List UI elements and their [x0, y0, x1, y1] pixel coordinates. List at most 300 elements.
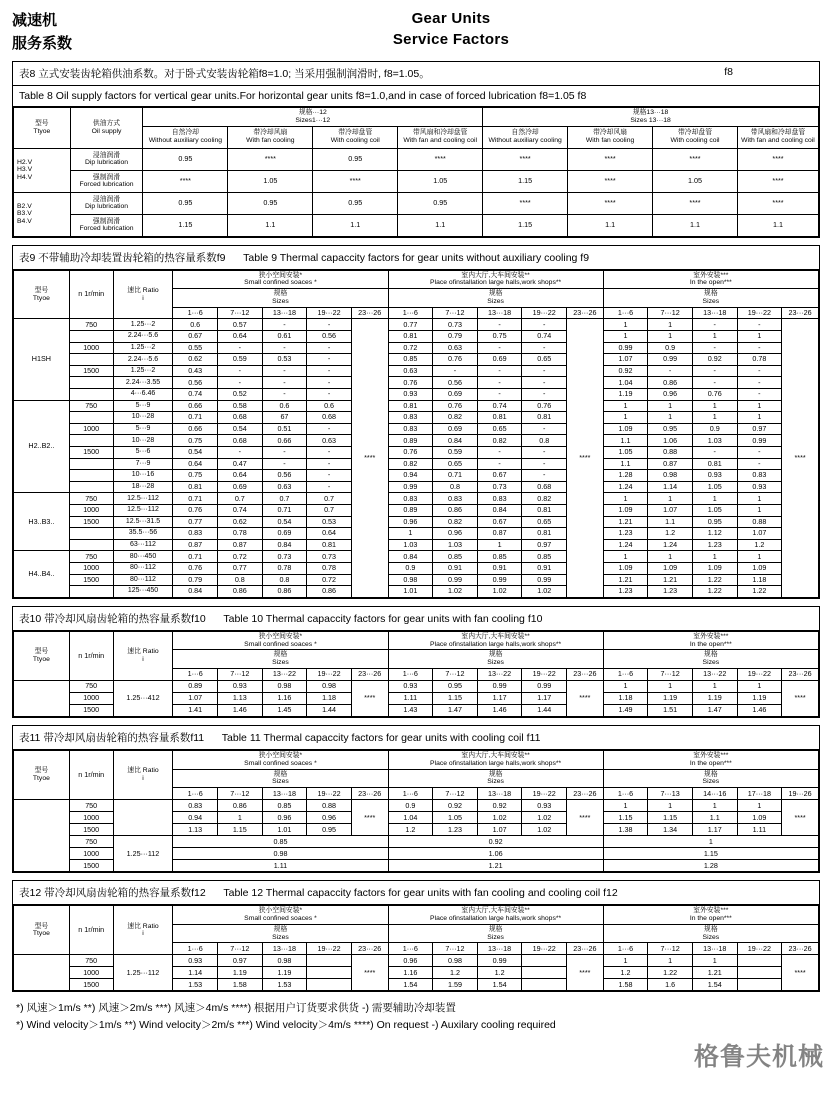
- table11-cell: 1.15: [218, 824, 263, 836]
- table12-cell: [522, 955, 567, 967]
- table9-group3-header: 室外安装*** In the open***: [603, 270, 818, 289]
- table9-dots-cell: ****: [782, 319, 819, 597]
- table9-cell: -: [307, 470, 352, 482]
- table10-cell: 0.98: [262, 680, 307, 692]
- table9-cell: 0.64: [218, 470, 263, 482]
- table8-cell: 1.1: [228, 214, 313, 236]
- table12-cell: 1: [692, 955, 737, 967]
- table9-n-cell: [69, 412, 113, 424]
- table8-col-header: 带冷却盘管 With cooling coil: [313, 126, 398, 148]
- table11-cell: 1.01: [262, 824, 307, 836]
- table10-cell: 0.95: [433, 680, 478, 692]
- table9-cell: 0.81: [307, 539, 352, 551]
- table9-cell: 0.91: [522, 562, 567, 574]
- table8-type-cell: B2.V B3.V B4.V: [14, 192, 71, 236]
- table12-size-col: 1···6: [603, 943, 648, 955]
- table-row: [14, 400, 819, 412]
- table9-cell: 0.84: [477, 504, 522, 516]
- table9-size-col: 7···12: [648, 307, 693, 319]
- table9-cell: 1.21: [648, 574, 693, 586]
- table11-cell: 1.06: [388, 848, 603, 860]
- table12-cell: 1.2: [433, 967, 478, 979]
- table9-cell: -: [692, 342, 737, 354]
- table9-size-col: 19···22: [307, 307, 352, 319]
- table8-oil-cell: 强制润滑 Forced lubrication: [70, 214, 143, 236]
- table8-cell: 1.15: [143, 214, 228, 236]
- table9-cell: 0.54: [262, 516, 307, 528]
- table9-cell: 1: [737, 412, 782, 424]
- table9-cell: 0.64: [307, 528, 352, 540]
- table10-cell: 0.98: [307, 680, 352, 692]
- table9-cell: 1.09: [692, 562, 737, 574]
- table12-type-cell: [14, 955, 70, 991]
- table10-size-col: 19···22: [522, 668, 567, 680]
- table8-cell: ****: [313, 170, 398, 192]
- table10-n-header: n 1r/min: [69, 631, 113, 680]
- table9-cell: 1.24: [603, 481, 648, 493]
- table9-cell: 1: [737, 504, 782, 516]
- table11-sizes-header: 规格 Sizes: [388, 769, 603, 788]
- table9-block: [12, 245, 820, 599]
- table12-cell: [307, 967, 352, 979]
- table9-cell: 1: [737, 331, 782, 343]
- table10-dots-cell: ****: [567, 680, 604, 716]
- table8-cell: ****: [737, 148, 818, 170]
- table9-size-col: 1···6: [388, 307, 433, 319]
- table11-ratio-cell: 1.25···112: [113, 836, 173, 872]
- table10-cell: 1: [648, 680, 693, 692]
- table9-cell: 0.7: [307, 493, 352, 505]
- table9-cell: -: [307, 423, 352, 435]
- table9-cell: 0.95: [648, 423, 693, 435]
- table9-cell: 0.81: [477, 412, 522, 424]
- table12-sizes-header: 规格 Sizes: [603, 924, 818, 943]
- table9-ratio-cell: 12.5···31.5: [113, 516, 173, 528]
- page-header: [12, 10, 820, 55]
- table10-cell: 1: [692, 680, 737, 692]
- table9-cell: 1.02: [433, 586, 478, 598]
- table8-type-cell: H2.V H3.V H4.V: [14, 148, 71, 192]
- table9-cell: 0.77: [173, 516, 218, 528]
- table9-cell: 0.86: [307, 586, 352, 598]
- table9-title-en: Table 9 Thermal capaccity factors for gear units without auxiliary cooling f9: [243, 251, 590, 264]
- table10-title: [13, 607, 819, 631]
- table9-cell: -: [262, 377, 307, 389]
- table9-cell: -: [307, 354, 352, 366]
- table10-dots-cell: ****: [351, 680, 388, 716]
- table9-cell: 1: [648, 551, 693, 563]
- table9-cell: -: [307, 481, 352, 493]
- table9-cell: 0.91: [433, 562, 478, 574]
- table9-cell: 0.84: [433, 435, 478, 447]
- table11-cell: 1.21: [388, 860, 603, 872]
- table9-cell: 0.63: [388, 365, 433, 377]
- table9-group2-header: 室内大厅,大车间安装** Place ofinstallation large halls,work shops**: [388, 270, 603, 289]
- table8-col-header: 带冷却盘管 With cooling coil: [653, 126, 738, 148]
- table9-ratio-cell: 125···450: [113, 586, 173, 598]
- table12-ratio-cell: 1.25···112: [113, 955, 173, 991]
- table9-cell: 1: [603, 412, 648, 424]
- table9-cell: 1.12: [692, 528, 737, 540]
- table9-cell: -: [522, 458, 567, 470]
- table9-cell: 0.99: [477, 574, 522, 586]
- table9-cell: 0.56: [262, 470, 307, 482]
- table12-cell: [522, 967, 567, 979]
- table12-group1-header: 狭小空间安装* Small confined soaces *: [173, 906, 388, 925]
- table8-cell: ****: [568, 170, 653, 192]
- table11-cell: 1.04: [388, 812, 433, 824]
- table12-n-cell: 1000: [69, 967, 113, 979]
- table9-cell: 0.88: [648, 447, 693, 459]
- table8-cell: 1.15: [483, 170, 568, 192]
- table9-cell: 0.85: [522, 551, 567, 563]
- table11-cell: 1: [648, 800, 693, 812]
- table9-cell: -: [307, 447, 352, 459]
- table11-cell: 1.13: [173, 824, 218, 836]
- table9-ratio-cell: 80···112: [113, 562, 173, 574]
- table9-cell: 0.52: [218, 389, 263, 401]
- table9-size-col: 13···18: [262, 307, 307, 319]
- table11-sizes-header: 规格 Sizes: [603, 769, 818, 788]
- table9-cell: 0.68: [307, 412, 352, 424]
- table12-n-cell: 750: [69, 955, 113, 967]
- table8-cell: ****: [398, 148, 483, 170]
- table12-size-col: 13···18: [692, 943, 737, 955]
- table11-cell: 0.98: [173, 848, 388, 860]
- table9-size-col: 1···6: [603, 307, 648, 319]
- table9-dots-cell: ****: [351, 319, 388, 597]
- table11-cell: 0.92: [477, 800, 522, 812]
- table9-size-col: 13···18: [692, 307, 737, 319]
- table12-cell: [522, 979, 567, 991]
- table9-n-cell: [69, 354, 113, 366]
- table-row: [14, 377, 819, 389]
- table10-cell: 1.44: [307, 704, 352, 716]
- table9-n-cell: [69, 389, 113, 401]
- table9-cell: 0.89: [388, 504, 433, 516]
- table9-cell: 0.57: [218, 319, 263, 331]
- table9-cell: 0.77: [388, 319, 433, 331]
- table9-cell: 0.8: [262, 574, 307, 586]
- table8-cell: 1.1: [653, 214, 738, 236]
- table-row: [14, 493, 819, 505]
- table10-cell: 1.11: [388, 692, 433, 704]
- table10-size-col: 1···6: [388, 668, 433, 680]
- table12-cell: 1.2: [477, 967, 522, 979]
- table9-cell: -: [477, 342, 522, 354]
- table10-cell: 1.43: [388, 704, 433, 716]
- table9-cell: 0.76: [522, 400, 567, 412]
- table9-n-cell: [69, 331, 113, 343]
- table9-n-cell: 750: [69, 493, 113, 505]
- table9-cell: 0.92: [603, 365, 648, 377]
- table11-cell: 1.02: [477, 812, 522, 824]
- table10-cell: 1.19: [737, 692, 782, 704]
- table9-size-col: 7···12: [433, 307, 478, 319]
- header-title-en1: Gear Units: [411, 10, 491, 27]
- table9-n-cell: [69, 539, 113, 551]
- table9-cell: 0.55: [173, 342, 218, 354]
- table11-title-en: Table 11 Thermal capaccity factors for gear units with cooling coil f11: [221, 731, 541, 744]
- table10-cell: 0.93: [388, 680, 433, 692]
- table9-cell: 0.85: [477, 551, 522, 563]
- table12-cell: 1.22: [648, 967, 693, 979]
- table8-cell: 1.05: [228, 170, 313, 192]
- table9-cell: 0.76: [692, 389, 737, 401]
- table9-cell: 0.53: [262, 354, 307, 366]
- table9-cell: 0.93: [388, 389, 433, 401]
- table9-cell: 0.86: [218, 586, 263, 598]
- table11-ratio-header: 速比 Ratio i: [113, 750, 173, 799]
- table9-cell: 1: [692, 551, 737, 563]
- table9-cell: 1.21: [603, 574, 648, 586]
- table9-ratio-cell: 5···6: [113, 447, 173, 459]
- table10-cell: 0.99: [477, 680, 522, 692]
- table9-n-cell: 1500: [69, 516, 113, 528]
- table9-cell: 1: [737, 400, 782, 412]
- table9-cell: 1.03: [433, 539, 478, 551]
- watermark: 格鲁夫机械: [693, 1043, 824, 1071]
- table10-cell: 1.46: [218, 704, 263, 716]
- table9-cell: 0.71: [433, 470, 478, 482]
- table8-cell: 0.95: [143, 192, 228, 214]
- table11-cell: 1.2: [388, 824, 433, 836]
- table8-cell: ****: [483, 148, 568, 170]
- footnote-cn: *) 风速＞1m/s **) 风速＞2m/s ***) 风速＞4m/s ****) 根据用户订货要求供货 -) 需要辅助冷却装置: [16, 1002, 456, 1015]
- table9-cell: 0.85: [433, 551, 478, 563]
- table9-ratio-cell: 35.5···56: [113, 528, 173, 540]
- table9-cell: 0.8: [522, 435, 567, 447]
- table9-cell: 0.72: [307, 574, 352, 586]
- table9-n-cell: 1000: [69, 423, 113, 435]
- table9-cell: 0.74: [173, 389, 218, 401]
- table9-cell: 0.65: [522, 354, 567, 366]
- table11-size-col: 19···22: [307, 788, 352, 800]
- table11-cell: 1.02: [522, 812, 567, 824]
- table9-type-header: 型号 Ttyoe: [14, 270, 70, 319]
- table-row: [14, 800, 819, 812]
- table12-block: [12, 880, 820, 992]
- table11-size-col: 1···6: [173, 788, 218, 800]
- table11-cell: 0.88: [307, 800, 352, 812]
- table9-cell: 0.66: [173, 400, 218, 412]
- table9-cell: 0.73: [477, 481, 522, 493]
- table8-cell: ****: [653, 148, 738, 170]
- table10-cell: 1: [737, 680, 782, 692]
- table10-cell: 1: [603, 680, 648, 692]
- table9-ratio-cell: 12.5···112: [113, 504, 173, 516]
- table9-cell: 0.72: [388, 342, 433, 354]
- table-row: [14, 516, 819, 528]
- table11-size-col: 7···12: [218, 788, 263, 800]
- table9-cell: 0.58: [218, 400, 263, 412]
- table9-cell: 0.76: [173, 504, 218, 516]
- table9-cell: -: [218, 447, 263, 459]
- table9-cell: 67: [262, 412, 307, 424]
- table12-cell: [737, 955, 782, 967]
- table9-size-col: 19···22: [522, 307, 567, 319]
- table8-cell: 1.05: [398, 170, 483, 192]
- footnote-en: *) Wind velocity＞1m/s **) Wind velocity＞2m/s ***) Wind velocity＞4m/s ****) On request -) Auxilary cooling required: [16, 1018, 556, 1031]
- table-row: [14, 574, 819, 586]
- table9-cell: 0.6: [262, 400, 307, 412]
- table-row: [14, 680, 819, 692]
- table11-cell: 1.11: [173, 860, 388, 872]
- table-row: [14, 319, 819, 331]
- table9-cell: -: [477, 447, 522, 459]
- table10-size-col: 1···6: [173, 668, 218, 680]
- table9-size-col: 7···12: [218, 307, 263, 319]
- table10-cell: 1.17: [477, 692, 522, 704]
- table9-cell: 0.86: [433, 504, 478, 516]
- table9-cell: 1: [388, 528, 433, 540]
- table8-cell: 1.1: [568, 214, 653, 236]
- table12-group3-header: 室外安装*** In the open***: [603, 906, 818, 925]
- table12-title-cn: 表12 带冷却风扇齿轮箱的热容量系数f12: [19, 887, 206, 900]
- table12-cell: 0.98: [262, 955, 307, 967]
- table9-cell: 0.97: [737, 423, 782, 435]
- table9-cell: 1.24: [648, 539, 693, 551]
- table9-cell: 0.6: [307, 400, 352, 412]
- table9-cell: 1.02: [522, 586, 567, 598]
- table9-cell: 0.71: [173, 412, 218, 424]
- table12-size-col: 19···22: [307, 943, 352, 955]
- table9-cell: 0.81: [522, 504, 567, 516]
- table9-cell: 1.1: [603, 435, 648, 447]
- table9-cell: 0.83: [433, 493, 478, 505]
- table9-cell: 0.99: [522, 574, 567, 586]
- table-row: [14, 354, 819, 366]
- table9-cell: -: [737, 389, 782, 401]
- table12-dots-cell: ****: [782, 955, 819, 991]
- table11-n-cell: 1000: [69, 848, 113, 860]
- table12-size-col: 1···6: [173, 943, 218, 955]
- table9-cell: 0.78: [737, 354, 782, 366]
- table12-cell: 0.93: [173, 955, 218, 967]
- table8-cell: ****: [143, 170, 228, 192]
- table9-size-col: 23···26: [567, 307, 604, 319]
- table11-cell: 0.96: [262, 812, 307, 824]
- table9-cell: 0.56: [433, 377, 478, 389]
- table12-cell: 1.53: [173, 979, 218, 991]
- table9-cell: -: [262, 458, 307, 470]
- table9-cell: 0.74: [218, 504, 263, 516]
- table9-cell: 0.63: [307, 435, 352, 447]
- table8-cell: 1.05: [653, 170, 738, 192]
- header-left-line2: 服务系数: [12, 34, 73, 52]
- table9-cell: -: [692, 365, 737, 377]
- table9-cell: 1.09: [603, 423, 648, 435]
- table9-cell: 1.22: [737, 586, 782, 598]
- table9-cell: 0.56: [307, 331, 352, 343]
- table9-cell: 0.69: [433, 423, 478, 435]
- table9-size-col: 1···6: [173, 307, 218, 319]
- table9-cell: 1.06: [648, 435, 693, 447]
- table9-cell: 1.09: [603, 504, 648, 516]
- table9-n-cell: [69, 377, 113, 389]
- table9-size-col: 19···22: [737, 307, 782, 319]
- table10-group1-header: 狭小空间安装* Small confined soaces *: [173, 631, 388, 650]
- table12-cell: 1.53: [262, 979, 307, 991]
- table11-cell: 1.15: [603, 848, 818, 860]
- table9-cell: 0.83: [173, 528, 218, 540]
- table9-cell: -: [307, 342, 352, 354]
- table11-cell: 1.38: [603, 824, 648, 836]
- table10-group2-header: 室内大厅,大车间安装** Place ofinstallation large halls,work shops**: [388, 631, 603, 650]
- table9-cell: -: [262, 342, 307, 354]
- table9-ratio-cell: 1.25···2: [113, 365, 173, 377]
- table-row: [14, 481, 819, 493]
- table12-cell: 0.97: [218, 955, 263, 967]
- table11-block: [12, 725, 820, 873]
- table9-cell: 1.28: [603, 470, 648, 482]
- table9-cell: -: [477, 319, 522, 331]
- table9-cell: 0.82: [522, 493, 567, 505]
- table9-cell: 0.71: [173, 493, 218, 505]
- table8-cell: 0.95: [398, 192, 483, 214]
- table8-title-cn-text: 表8 立式安装齿轮箱供油系数。对于卧式安装齿轮箱f8=1.0; 当采用强制润滑时, f8=1.05。: [19, 68, 430, 80]
- table9-cell: 0.9: [388, 562, 433, 574]
- table9-n-header: n 1r/min: [69, 270, 113, 319]
- table-row: [14, 423, 819, 435]
- table12-cell: 1.54: [692, 979, 737, 991]
- table9-sizes-header: 规格 Sizes: [388, 289, 603, 308]
- table9-cell: 0.69: [477, 354, 522, 366]
- table11-cell: 0.93: [522, 800, 567, 812]
- table12-cell: 1.58: [603, 979, 648, 991]
- table10-title-en: Table 10 Thermal capaccity factors for gear units with fan cooling f10: [223, 612, 543, 625]
- table8-title-cn-tail: f8: [724, 66, 733, 78]
- table12-cell: 1.58: [218, 979, 263, 991]
- table9: [13, 270, 819, 598]
- table9-cell: 1: [648, 412, 693, 424]
- table9-cell: 0.7: [218, 493, 263, 505]
- table8-oil-cell: 浸油润滑 Dip lubrication: [70, 148, 143, 170]
- table9-type-cell: H2..B2..: [14, 400, 70, 493]
- table10-cell: 1.47: [692, 704, 737, 716]
- table12-cell: [307, 979, 352, 991]
- table12-dots-cell: ****: [567, 955, 604, 991]
- table9-cell: 0.62: [218, 516, 263, 528]
- table9-cell: 0.75: [173, 470, 218, 482]
- table9-header-row1: [14, 270, 819, 289]
- table9-group1-header: 狭小空间安装* Small confined soaces *: [173, 270, 388, 289]
- table9-cell: 0.89: [388, 435, 433, 447]
- table8-cell: 0.95: [313, 148, 398, 170]
- table9-cell: -: [218, 377, 263, 389]
- table9-n-cell: 1000: [69, 504, 113, 516]
- table9-cell: 0.93: [692, 470, 737, 482]
- table9-cell: 0.56: [173, 377, 218, 389]
- table12-cell: 1.6: [648, 979, 693, 991]
- table9-cell: 0.75: [477, 331, 522, 343]
- table9-cell: -: [433, 365, 478, 377]
- table11-cell: 1: [737, 800, 782, 812]
- table9-cell: -: [477, 365, 522, 377]
- table9-cell: 0.67: [173, 331, 218, 343]
- table11-cell: 0.9: [388, 800, 433, 812]
- table9-cell: 1: [648, 331, 693, 343]
- table11-ratio-cell: [113, 800, 173, 836]
- table-row: [14, 470, 819, 482]
- table9-cell: -: [522, 377, 567, 389]
- table12-sizes-header: 规格 Sizes: [173, 924, 388, 943]
- table9-cell: 0.9: [648, 342, 693, 354]
- table9-cell: 0.99: [388, 481, 433, 493]
- table9-cell: 0.68: [522, 481, 567, 493]
- table12-cell: 1.59: [433, 979, 478, 991]
- table8-cell: ****: [483, 192, 568, 214]
